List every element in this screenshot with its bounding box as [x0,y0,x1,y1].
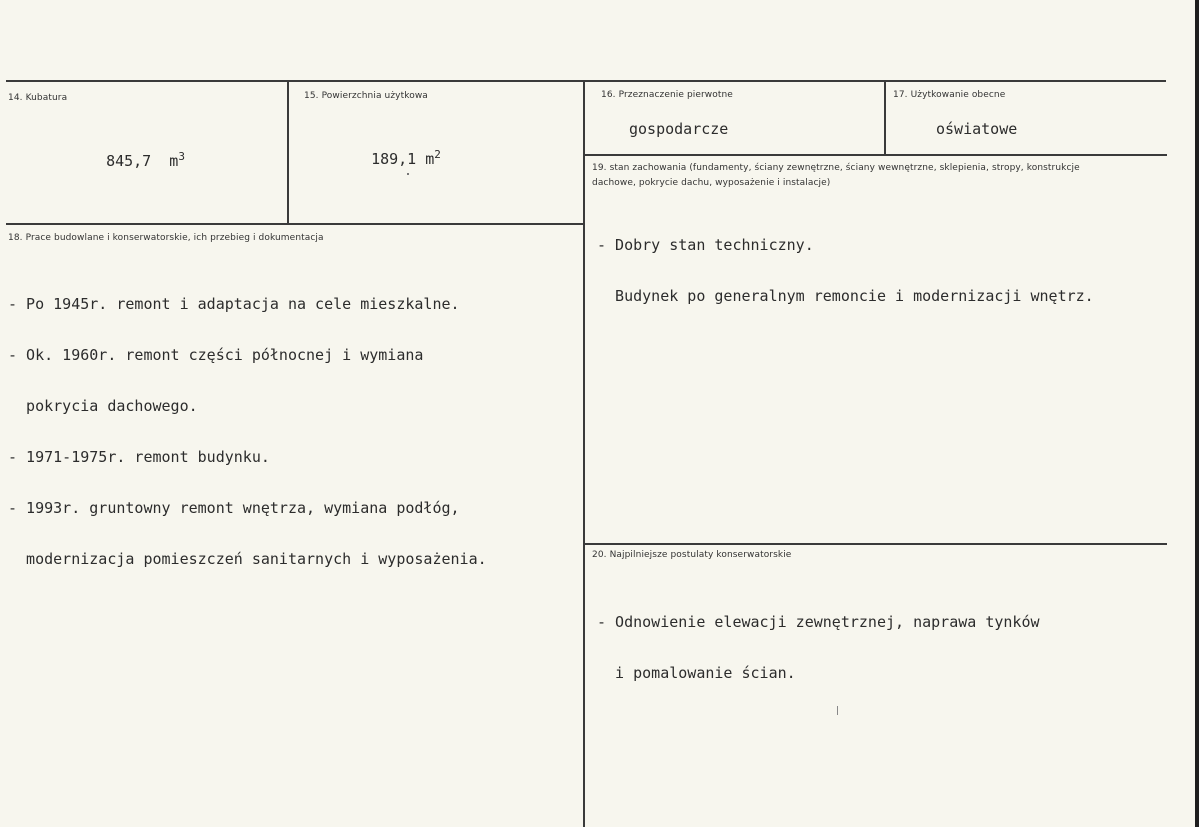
field-17-value: oświatowe [936,120,1018,138]
field-16-label: 16. Przeznaczenie pierwotne [601,90,733,100]
scan-edge [1195,0,1199,827]
field-17-label: 17. Użytkowanie obecne [893,90,1006,100]
ink-dot [407,173,409,175]
field-18-text [8,262,487,585]
cubature-unit: m [169,152,179,170]
field-15-value [353,129,441,168]
cubature-exponent: 3 [178,150,185,163]
area-number: 189,1 [371,150,417,168]
field-18-line: pokrycia dachowego. [8,397,198,415]
field-19-line: - Dobry stan techniczny. [597,236,814,254]
rule-below-14-15 [6,223,583,225]
field-15-label: 15. Powierzchnia użytkowa [304,91,428,101]
cubature-number: 845,7 [106,152,152,170]
area-exponent: 2 [434,148,441,161]
rule-above-20 [585,543,1167,545]
area-unit: m [425,150,435,168]
field-18-label: 18. Prace budowlane i konserwatorskie, ich przebieg i dokumentacja [8,233,324,243]
field-19-text [597,203,1094,322]
ink-tick [837,706,838,715]
field-18-line: - Po 1945r. remont i adaptacja na cele mieszkalne. [8,295,460,313]
field-18-line: modernizacja pomieszczeń sanitarnych i wyposażenia. [8,550,487,568]
field-20-text [597,580,1040,699]
field-14-label: 14. Kubatura [8,93,68,103]
divider-14-15 [287,82,289,224]
field-18-line: - 1993r. gruntowny remont wnętrza, wymiana podłóg, [8,499,460,517]
field-16-value: gospodarcze [629,120,729,138]
field-20-line: i pomalowanie ścian. [597,664,796,682]
divider-left-right [583,82,585,827]
divider-16-17 [884,82,886,155]
field-19-label: 19. stan zachowania (fundamenty, ściany zewnętrzne, ściany wewnętrzne, sklepienia, stropy, konstrukcje dachowe, pokrycie dachu, wyposażenie i instalacje) [592,163,1080,188]
rule-below-16-17 [585,154,1167,156]
field-18-line: - Ok. 1960r. remont części północnej i wymiana [8,346,424,364]
field-20-label: 20. Najpilniejsze postulaty konserwatorskie [592,550,792,560]
field-14-value [88,131,185,170]
field-18-line: - 1971-1975r. remont budynku. [8,448,270,466]
field-20-line: - Odnowienie elewacji zewnętrznej, naprawa tynków [597,613,1040,631]
top-rule [6,80,1166,82]
field-19-line: Budynek po generalnym remoncie i modernizacji wnętrz. [597,287,1094,305]
